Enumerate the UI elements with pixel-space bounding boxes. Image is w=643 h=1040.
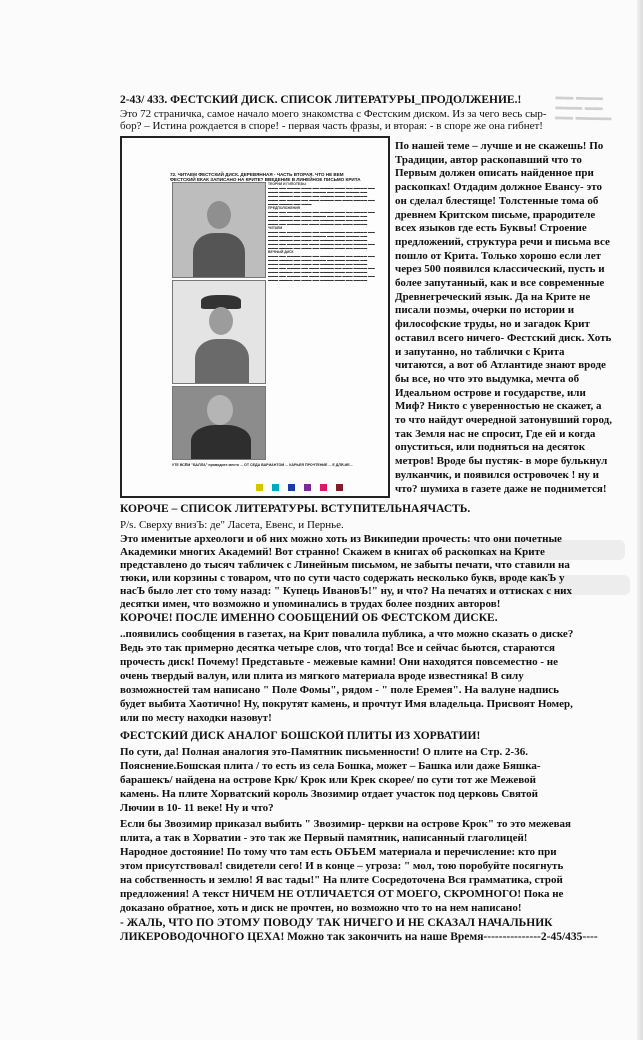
portrait-photo-3 [172, 386, 266, 460]
portrait-photo-2 [172, 280, 266, 384]
right-column-line: более запутанный, как и все современные [395, 277, 605, 289]
page-edge [637, 0, 643, 1040]
paragraph-line: ..появились сообщения в газетах, на Крит повалила публика, а что можно сказать о диске? [120, 628, 574, 640]
right-column-line: то что найдут очередной затонувший город, [395, 414, 612, 426]
right-column-line: пошло от Крита. Только хорошо если лет [395, 249, 602, 262]
right-column-line: раскопках! Отдадим должное Евансу- это [395, 181, 602, 194]
intro-line: Это 72 страничка, самое начало моего знакомства с Фестским диском. Из за чего весь сыр- [120, 108, 547, 120]
right-column-line: опуститься, или подняться на десяток [395, 441, 586, 454]
paragraph-line: плита, а так в Хорватии - это так же Первый памятник, написанный глаголицей! [120, 832, 528, 844]
right-column-line: и запутанно, но таблички с Крита [395, 345, 565, 358]
color-calibration-strip [256, 484, 343, 491]
clipping-caption: УТЕ ВСЁМ "БАЛЛА" проводите место ... ОТ СЕДА ВАРИАНТОМ ... КАРЬЕЯ ПРОЧТЕНИЕ ... Е ДЛЯ-ИЕ... [172, 463, 353, 467]
color-swatch [272, 484, 279, 491]
paragraph-line: камень. На плите Хорватский король Звозимир отдает участок под церковь Святой [120, 788, 539, 800]
right-column-line: оставил всего ничего- Фестский диск. Хоть [395, 331, 612, 344]
paragraph-line: доказано обратное, хоть и диск не прочтен, но возможно что то на нем написано! [120, 902, 522, 914]
paragraph-line: Это именитые археологи и об них можно хоть из Википедии прочесть: что они почетные [120, 533, 562, 545]
right-column-line: бы все, но что это выдумка, мечта об [395, 372, 580, 385]
right-column-line: он сделал блестяще! Толстенные тома об [395, 194, 599, 207]
section-heading: КОРОЧЕ – СПИСОК ЛИТЕРАТУРЫ. ВСТУПИТЕЛЬНАЯЧАСТЬ. [120, 503, 471, 515]
right-column-line: всех языков где есть Буквы! Строение [395, 222, 587, 235]
paragraph-line: насЪ было лет сто тому назад: " Купець ИвановЪ!" ну, и что? На печатях и оттисках с них [120, 585, 573, 597]
right-column-line: Первым должен описать найденное при [395, 167, 594, 180]
paragraph-line: предложения! А текст НИЧЕМ НЕ ОТЛИЧАЕТСЯ ОТ МОЕГО, СКРОМНОГО! Пока не [120, 888, 564, 900]
portrait-photo-1 [172, 182, 266, 278]
paragraph-line: Ведь это так примерно десятка четыре слов, что тогда! Все и сейчас бьются, стараются [120, 642, 555, 654]
paragraph-line: прочесть диск! Почему! Представьте - межевые камни! Они находятся повсеместно - не [120, 656, 559, 668]
right-column-line: через 500 появился классический, пусть и [395, 263, 605, 276]
paragraph-line: десятки имен, что возможно и упоминались в трудах более поздних авторов! [120, 598, 501, 610]
paragraph-line: очень твердый валун, или плита из мягкого материала вроде известняка! В силу [120, 670, 524, 682]
right-column-line: Традиции, автор раскопавший что то [395, 153, 582, 166]
right-column-line: писали поэмы, очерки по истории и [395, 304, 575, 317]
paragraph-line: на собственность и землю! Я вас тады!" На плите Сосредоточена Вся грамматика, строй [120, 874, 563, 886]
clipping-subhead: ПРЕДПОЛОЖЕНИЯ [268, 206, 300, 210]
color-swatch [288, 484, 295, 491]
paragraph-line: возможностей там написано " Поле Фомы", рядом - " поле Еремея". На валуне надпись [120, 684, 559, 696]
paragraph-line: этом присутствовал! свидетели сего! И в конце – угроза: " мол, тою поробуйте посягнуть [120, 860, 564, 872]
clipping-subhead: ТЕОРИИ И ГИПОТЕЗЫ [268, 182, 306, 186]
paragraph-line: тюки, или корзины с товаром, что по сути часто содержать несколько букв, вроде какЪ у [120, 572, 565, 584]
paragraph-line: Если бы Звозимир приказал выбить " Звозимир- церкви на острове Крок" то это межевая [120, 818, 571, 830]
newspaper-clipping [120, 136, 390, 498]
clipping-subhead: ВЕЧНЫЙ ДИСК [268, 250, 294, 254]
closing-line: - ЖАЛЬ, ЧТО ПО ЭТОМУ ПОВОДУ ТАК НИЧЕГО И НЕ СКАЗАЛ НАЧАЛЬНИК [120, 917, 553, 929]
right-column-line: Миф? Никто с уверенностью не скажет, а [395, 400, 602, 413]
paragraph-line: Лючии в 10- 11 веке! Ну и что? [120, 802, 274, 814]
paragraph-line: По сути, да! Полная аналогия это-Памятник письменности! О плите на Стр. 2-36. [120, 746, 528, 758]
paragraph-line: Р/s. Сверху внизЪ: де" Ласета, Евенс, и Пернье. [120, 519, 344, 531]
right-column-line: метров! Вроде бы пустяк- в море булькнул [395, 455, 608, 468]
right-column-line: предложений, структура речи и письма все [395, 235, 610, 248]
right-column-line: так Земля нас не спросит, Где ей и когда [395, 427, 596, 440]
color-swatch [256, 484, 263, 491]
right-column-line: Древнегреческий язык. Да на Крите не [395, 290, 591, 303]
paragraph-line: или по месту находки назовут! [120, 712, 272, 724]
paragraph-line: Пояснение.Бошская плита / то есть из села Бошка, может – Башка или даже Бяшка- [120, 760, 541, 772]
right-column-line: По нашей теме – лучше и не скажешь! По [395, 140, 604, 152]
bleed-through-text: ▬▬ ▬▬▬ ▬▬▬ ▬▬ ▬▬ ▬▬▬▬ [555, 91, 612, 123]
paragraph-line: представлено до тысяч табличек с Линейным письмом, не забыты печати, что ставили на [120, 559, 570, 571]
paragraph-line: барашекъ/ найдена на острове Крк/ Крок или Крек скорее/ по сути тот же Межевой [120, 774, 536, 786]
page-title: 2-43/ 433. ФЕСТСКИЙ ДИСК. СПИСОК ЛИТЕРАТУРЫ_ПРОДОЛЖЕНИЕ.! [120, 94, 522, 106]
color-swatch [320, 484, 327, 491]
clipping-columns: ТЕОРИИ И ГИПОТЕЗЫ ▬▬▬ ▬▬ ▬▬▬▬ ▬▬▬ ▬▬ ▬▬▬▬ ▬▬▬ ▬▬ ▬▬▬▬ ▬▬ ▬▬▬ ▬▬▬▬ ▬▬ ▬▬▬ ▬▬▬▬ ▬▬ ▬▬▬ ▬▬▬▬ ▬▬ ▬▬▬ ▬▬▬▬ ▬▬ ▬▬▬ ▬▬ ▬▬▬▬ ▬▬▬ ▬▬ ▬▬▬▬ ▬▬▬ ▬▬ ▬▬▬▬ ▬▬ ▬▬▬ ▬▬▬▬ ▬▬ ▬▬▬ ▬▬▬▬ ▬▬ ▬▬▬ ▬▬▬▬ ▬▬ ▬▬▬ ПРЕДПОЛОЖЕНИЯ ▬▬▬ ▬▬ ▬▬▬▬ ▬▬▬ ▬▬ ▬▬▬▬ ▬▬▬ ▬▬ ▬▬▬▬ ▬▬ ▬▬▬ ▬▬▬▬ ▬▬ ▬▬▬ ▬▬▬▬ ▬▬ ▬▬▬ ▬▬▬▬ ▬▬ ▬▬▬ ▬▬▬▬ ▬▬ ▬▬▬ ▬▬ ▬▬▬▬ ▬▬▬ ▬▬ ▬▬▬▬ ▬▬▬ ▬▬ ▬▬▬▬ ▬▬ ▬▬▬ ▬▬▬▬ ▬▬ ▬▬▬ ▬▬▬▬ ЧИТАЕМ ▬▬▬ ▬▬ ▬▬▬▬ ▬▬▬ ▬▬ ▬▬▬▬ ▬▬▬ ▬▬ ▬▬▬▬ ▬▬ ▬▬▬ ▬▬▬▬ ▬▬ ▬▬▬ ▬▬▬▬ ▬▬ ▬▬▬ ▬▬▬▬ ▬▬ ▬▬▬ ▬▬▬▬ ▬▬ ▬▬▬ ▬▬ ▬▬▬▬ ▬▬▬ ▬▬ ▬▬▬▬ ▬▬▬ ▬▬ ▬▬▬▬ ▬▬ ▬▬▬ ▬▬▬▬ ▬▬ ▬▬▬ ▬▬▬▬ ▬▬ ▬▬▬ ▬▬▬▬ ▬▬ ▬▬▬ ▬▬ ▬▬▬▬ ▬▬▬ ▬▬ ▬▬▬▬ ВЕЧНЫЙ ДИСК ▬▬▬ ▬▬ ▬▬▬▬ ▬▬▬ ▬▬ ▬▬▬▬ ▬▬▬ ▬▬ ▬▬▬▬ ▬▬ ▬▬▬ ▬▬▬▬ ▬▬ ▬▬▬ ▬▬▬▬ ▬▬ ▬▬▬ ▬▬▬▬ ▬▬ ▬▬▬ ▬▬▬▬ ▬▬ ▬▬▬ ▬▬ ▬▬▬▬ ▬▬▬ ▬▬ ▬▬▬▬ ▬▬▬ ▬▬ ▬▬▬▬ ▬▬ ▬▬▬ ▬▬▬▬ ▬▬ ▬▬▬ ▬▬▬▬ ▬▬ ▬▬▬ ▬▬▬▬ ▬▬ ▬▬▬ ▬▬ ▬▬▬▬ ▬▬▬ ▬▬ ▬▬▬▬ ▬▬▬ ▬▬ ▬▬▬▬ ▬▬ ▬▬▬ ▬▬▬▬ ▬▬ ▬▬▬ ▬▬▬▬ ▬▬ ▬▬▬ ▬▬▬▬ ▬▬ ▬▬▬ ▬▬ ▬▬▬▬ ▬▬▬ ▬▬ ▬▬▬▬ [268, 182, 375, 282]
closing-line: ЛИКЕРОВОДОЧНОГО ЦЕХА! Можно так закончить на наше Время---------------2-45/435---- [120, 931, 598, 943]
clipping-subhead: ЧИТАЕМ [268, 226, 283, 230]
section-heading: КОРОЧЕ! ПОСЛЕ ИМЕННО СООБЩЕНИЙ ОБ ФЕСТСКОМ ДИСКЕ. [120, 612, 498, 624]
intro-line: бор? – Истина рождается в споре! - первая часть фразы, и вторая: - в споре же она гибнет! [120, 120, 543, 132]
right-column-line: Идеальном острове и государстве, или [395, 386, 586, 399]
clipping-headline: 72. ЧИТАЕМ ФЕСТСКИЙ ДИСК. ДЕРЕВЯННАЯ - ЧАСТЬ ВТОРАЯ. ЧТО НЕ ВЕМ ФЕСТСКИЙ ЕКАК ЗАПИСАНО НА КРИТЕ? ВВЕДЕНИЕ В ЛИНЕЙНОЕ ПИСЬМО КРИТА [170, 172, 361, 183]
right-column-line: что? шумиха в газете даже не поднимется! [395, 482, 607, 495]
paragraph-line: Народное достояние! По тому что там есть ОБЪЕМ материала и перечисление: кто при [120, 846, 557, 858]
right-column-line: читаются, а вот об Атлантиде знают вроде [395, 359, 606, 372]
color-swatch [336, 484, 343, 491]
right-column-line: древнем Критском письме, прародителе [395, 208, 596, 221]
paragraph-line: будет выбита Хаотично! Ну, покрутят камень, и прочтут Имя владельца. Присвоят Номер, [120, 698, 573, 710]
right-column-line: вулканчик, и появился островочек ! ну и [395, 468, 599, 481]
section-heading: ФЕСТСКИЙ ДИСК АНАЛОГ БОШСКОЙ ПЛИТЫ ИЗ ХОРВАТИИ! [120, 730, 481, 742]
color-swatch [304, 484, 311, 491]
paragraph-line: Академики многих Академий! Вот странно! Скажем в книгах об раскопках на Крите [120, 546, 545, 558]
right-column-line: философские труды, но и загадок Крит [395, 318, 590, 331]
